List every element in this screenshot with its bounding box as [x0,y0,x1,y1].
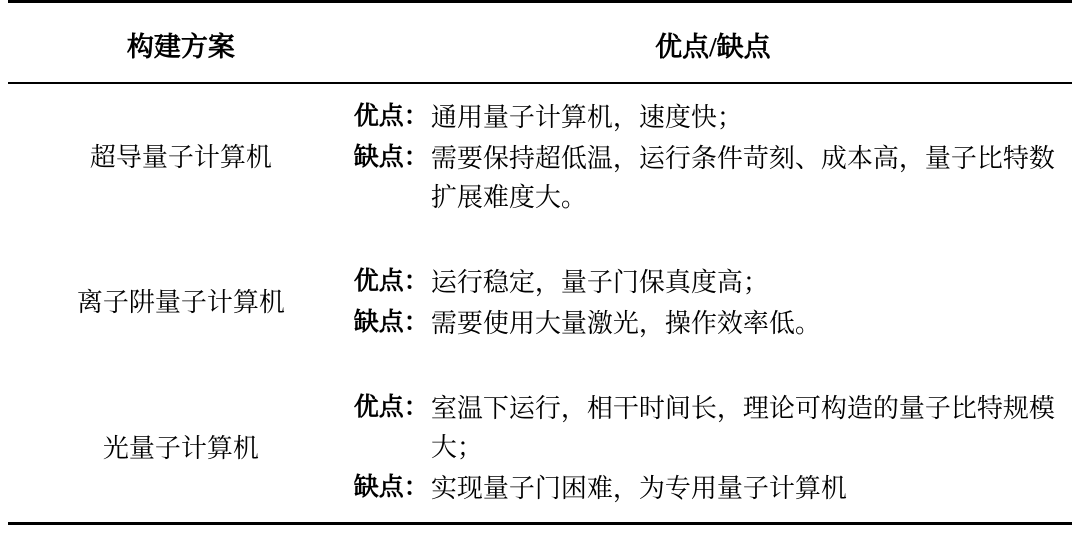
pros-text: 运行稳定，量子门保真度高； [430,268,769,297]
cons-text: 需要保持超低温，运行条件苛刻、成本高，量子比特数扩展难度大。 [430,144,1055,212]
cons-entry [354,304,1068,343]
spacer-cell [354,231,1072,249]
cons-text: 实现量子门困难，为专用量子计算机 [430,474,847,503]
cons-entry [354,139,1068,217]
table-row [8,83,1072,231]
cell-pros-cons [354,375,1072,524]
cons-label: 缺点： [353,308,429,336]
cons-text: 需要使用大量激光，操作效率低。 [430,309,821,338]
row-spacer [8,231,1072,249]
column-header-detail: 优点/缺点 [354,2,1072,84]
cell-scheme-name: 离子阱量子计算机 [76,288,285,318]
pros-text: 通用量子计算机，速度快； [430,103,743,132]
pros-label: 优点： [353,267,429,295]
spacer-cell [8,357,354,375]
pros-entry [354,389,1068,467]
pros-text: 室温下运行，相干时间长，理论可构造的量子比特规模大； [430,394,1055,462]
table-row [8,249,1072,357]
pros-entry [354,98,1068,137]
cell-pros-cons [354,83,1072,231]
table-row [8,375,1072,524]
spacer-cell [8,231,354,249]
cons-label: 缺点： [353,143,429,171]
cell-pros-cons [354,249,1072,357]
cell-scheme-name: 光量子计算机 [8,375,354,524]
spacer-cell [354,357,1072,375]
table-header [8,2,1072,84]
cell-scheme-name: 超导量子计算机 [89,142,272,172]
cons-entry [354,469,1068,508]
column-header-scheme: 构建方案 [8,2,354,84]
row-spacer [8,357,1072,375]
pros-label: 优点： [353,393,429,421]
table-header-row [8,2,1072,84]
cons-label: 缺点： [353,473,429,501]
pros-label: 优点： [353,102,429,130]
pros-entry [354,263,1068,302]
table-body [8,83,1072,524]
comparison-table [8,0,1072,525]
